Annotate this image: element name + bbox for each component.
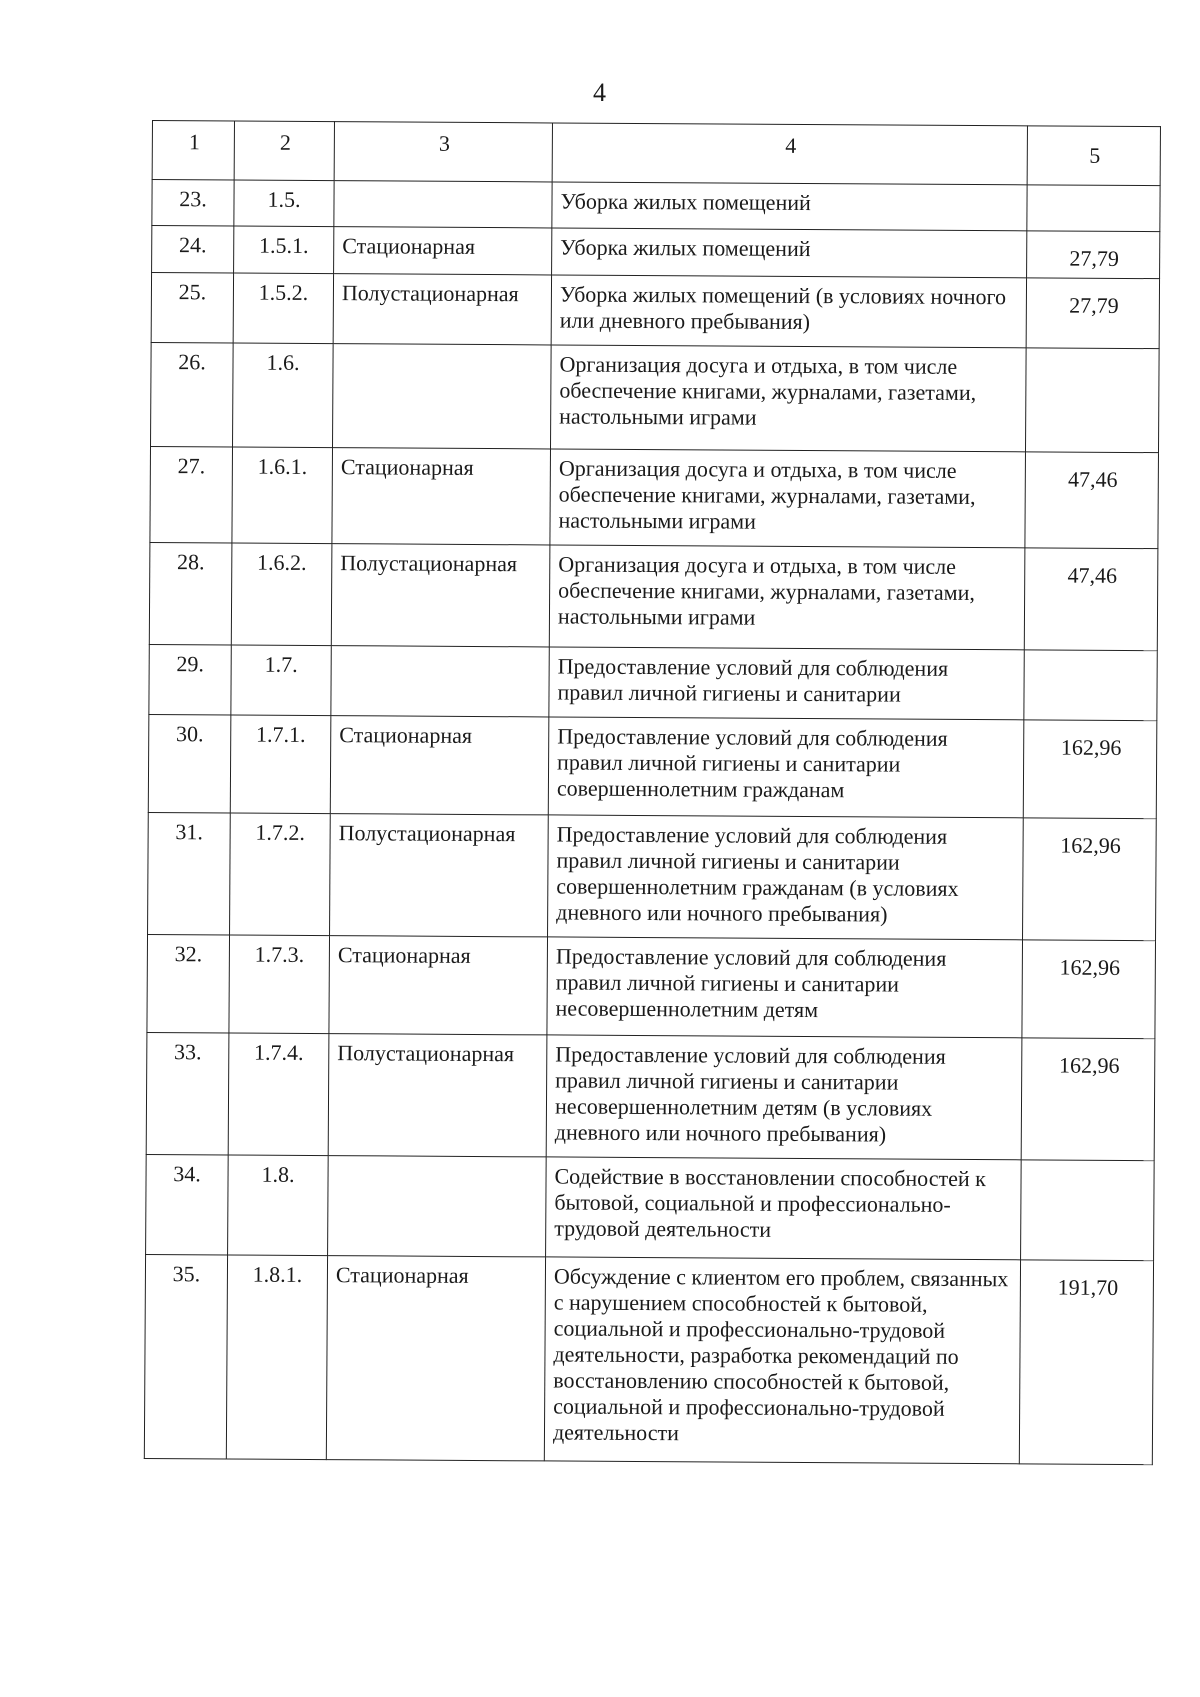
table-row — [149, 644, 1157, 720]
service-form-cell: Стационарная — [329, 936, 548, 1035]
table-row — [152, 180, 1160, 232]
service-description-cell: Уборка жилых помещений — [552, 228, 1027, 278]
row-number-cell: 35. — [144, 1254, 227, 1458]
service-code-cell: 1.6. — [233, 343, 334, 448]
row-number-cell: 34. — [146, 1154, 229, 1254]
row-number-cell: 30. — [148, 714, 231, 812]
service-form-cell: Стационарная — [326, 1256, 545, 1461]
service-description-cell: Организация досуга и отдыха, в том числе обеспечение книгами, журналами, газетами, настольными играми — [549, 545, 1025, 650]
service-price-cell: 162,96 — [1022, 940, 1156, 1039]
services-table-wrapper — [144, 120, 1160, 1465]
row-number-cell: 33. — [146, 1032, 229, 1154]
service-code-cell: 1.7. — [231, 645, 331, 716]
table-row — [150, 446, 1159, 548]
table-row — [147, 934, 1156, 1038]
service-form-cell: Стационарная — [332, 448, 551, 545]
service-description-cell: Содействие в восстановлении способностей к бытовой, социальной и профессионально-трудовой деятельности — [546, 1157, 1022, 1260]
service-code-cell: 1.7.2. — [230, 813, 331, 936]
service-price-cell: 162,96 — [1023, 818, 1157, 941]
service-description-cell: Уборка жилых помещений (в условиях ночного или дневного пребывания) — [551, 275, 1026, 348]
service-form-cell: Полустационарная — [331, 544, 550, 647]
service-code-cell: 1.7.3. — [229, 935, 330, 1034]
service-code-cell: 1.6.2. — [231, 543, 332, 646]
table-row — [148, 714, 1157, 818]
service-code-cell: 1.5.1. — [234, 226, 334, 274]
header-cell: 5 — [1027, 126, 1160, 186]
table-row — [146, 1154, 1155, 1260]
service-code-cell: 1.6.1. — [232, 447, 333, 544]
service-code-cell: 1.7.1. — [230, 715, 331, 814]
service-form-cell: Стационарная — [334, 227, 552, 275]
row-number-cell: 28. — [149, 542, 232, 644]
service-description-cell: Предоставление условий для соблюдения правил личной гигиены и санитарии — [549, 647, 1024, 720]
services-table — [144, 120, 1161, 1465]
table-header-row — [152, 121, 1160, 186]
service-price-cell: 27,79 — [1027, 231, 1160, 279]
table-row — [148, 812, 1157, 940]
service-code-cell: 1.5. — [234, 180, 334, 227]
service-price-cell: 191,70 — [1019, 1260, 1153, 1465]
service-price-cell — [1027, 185, 1160, 232]
service-description-cell: Предоставление условий для соблюдения правил личной гигиены и санитарии совершеннолетним гражданам (в условиях дневного или ночного пребывания) — [548, 815, 1024, 940]
table-row — [149, 542, 1158, 650]
service-description-cell: Предоставление условий для соблюдения правил личной гигиены и санитарии совершеннолетним гражданам — [548, 717, 1024, 818]
service-form-cell — [328, 1156, 547, 1257]
service-code-cell: 1.5.2. — [233, 273, 333, 344]
row-number-cell: 26. — [151, 342, 234, 446]
row-number-cell: 32. — [147, 934, 230, 1032]
service-description-cell: Уборка жилых помещений — [552, 182, 1027, 231]
header-cell: 1 — [152, 121, 234, 180]
service-description-cell: Организация досуга и отдыха, в том числе обеспечение книгами, журналами, газетами, настольными играми — [550, 345, 1026, 452]
service-form-cell: Полустационарная — [330, 814, 549, 937]
service-price-cell — [1025, 348, 1159, 453]
row-number-cell: 31. — [148, 812, 231, 934]
service-price-cell: 162,96 — [1023, 720, 1157, 819]
service-code-cell: 1.8.1. — [226, 1255, 327, 1460]
table-row — [152, 226, 1160, 279]
header-cell: 3 — [334, 122, 552, 182]
header-cell: 4 — [552, 123, 1027, 185]
service-code-cell: 1.8. — [228, 1155, 329, 1256]
page-number: 4 — [593, 78, 607, 107]
service-form-cell: Полустационарная — [333, 274, 551, 345]
table-row — [144, 1254, 1153, 1464]
service-code-cell: 1.7.4. — [228, 1033, 329, 1156]
row-number-cell: 23. — [152, 180, 234, 227]
table-row — [151, 342, 1160, 452]
service-price-cell: 162,96 — [1021, 1038, 1155, 1161]
service-form-cell — [333, 344, 552, 449]
row-number-cell: 25. — [151, 273, 233, 343]
header-cell: 2 — [234, 121, 334, 181]
table-row — [146, 1032, 1155, 1160]
row-number-cell: 29. — [149, 644, 231, 714]
service-price-cell — [1021, 1160, 1155, 1261]
service-price-cell — [1024, 650, 1157, 721]
row-number-cell: 24. — [152, 226, 234, 274]
service-form-cell: Полустационарная — [328, 1034, 547, 1157]
service-form-cell — [334, 181, 552, 228]
service-form-cell: Стационарная — [330, 716, 549, 815]
services-table-body — [144, 121, 1160, 1465]
service-description-cell: Предоставление условий для соблюдения правил личной гигиены и санитарии несовершеннолетним детям (в условиях дневного или ночного пребывания) — [546, 1035, 1022, 1160]
service-description-cell: Организация досуга и отдыха, в том числе обеспечение книгами, журналами, газетами, настольными играми — [550, 449, 1026, 548]
service-price-cell: 47,46 — [1024, 548, 1158, 651]
table-row — [151, 273, 1159, 349]
service-price-cell: 47,46 — [1025, 452, 1159, 549]
service-form-cell — [331, 646, 549, 717]
service-description-cell: Предоставление условий для соблюдения правил личной гигиены и санитарии несовершеннолетним детям — [547, 937, 1023, 1038]
service-price-cell: 27,79 — [1026, 278, 1159, 349]
row-number-cell: 27. — [150, 446, 233, 542]
service-description-cell: Обсуждение с клиентом его проблем, связанных с нарушением способностей к бытовой, социальной и профессионально-трудовой деятельности, разработка рекомендаций по восстановлению способностей к бытовой, социальной и профессионально-трудовой деятельности — [544, 1257, 1020, 1464]
